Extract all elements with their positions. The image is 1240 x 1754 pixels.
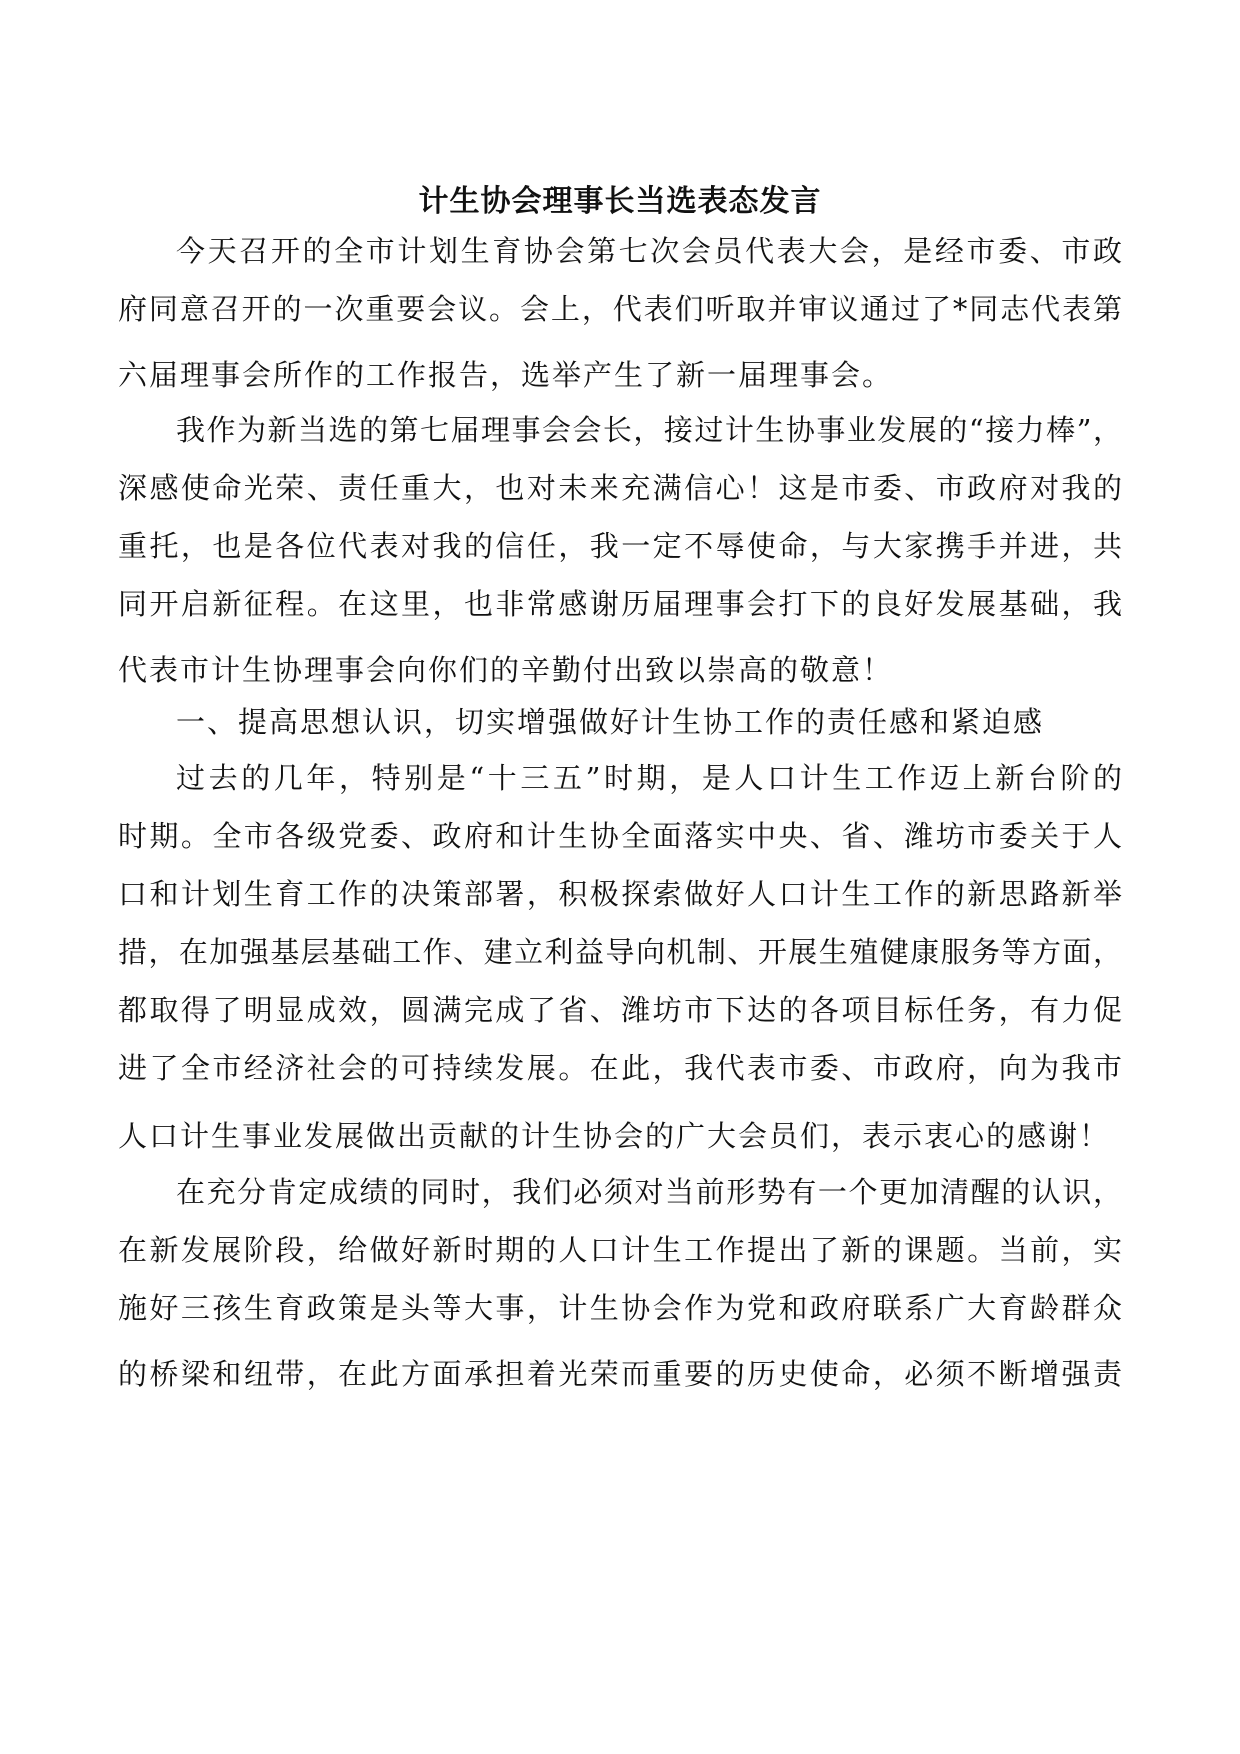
paragraph-line: 今天召开的全市计划生育协会第七次会员代表大会，是经市委、市政 — [176, 234, 1122, 268]
paragraph-line: 六届理事会所作的工作报告，选举产生了新一届理事会。 — [118, 358, 894, 392]
paragraph-line: 人口计生事业发展做出贡献的计生协会的广大会员们，表示衷心的感谢！ — [118, 1119, 1111, 1153]
paragraph-line: 深感使命光荣、责任重大，也对未来充满信心！这是市委、市政府对我的 — [118, 471, 1122, 505]
paragraph-line: 都取得了明显成效，圆满完成了省、潍坊市下达的各项目标任务，有力促 — [118, 993, 1122, 1027]
paragraph-line: 在充分肯定成绩的同时，我们必须对当前形势有一个更加清醒的认识， — [176, 1175, 1122, 1209]
document-title: 计生协会理事长当选表态发言 — [418, 184, 822, 219]
paragraph-line: 我作为新当选的第七届理事会会长，接过计生协事业发展的“接力棒”， — [176, 413, 1122, 447]
paragraph-line: 措，在加强基层基础工作、建立利益导向机制、开展生殖健康服务等方面， — [118, 935, 1122, 969]
paragraph-line: 进了全市经济社会的可持续发展。在此，我代表市委、市政府，向为我市 — [118, 1051, 1122, 1085]
paragraph-line: 过去的几年，特别是“十三五”时期，是人口计生工作迈上新台阶的 — [176, 761, 1122, 795]
section-heading: 一、提高思想认识，切实增强做好计生协工作的责任感和紧迫感 — [176, 705, 1045, 739]
paragraph-line: 重托，也是各位代表对我的信任，我一定不辱使命，与大家携手并进，共 — [118, 529, 1122, 563]
paragraph-line: 口和计划生育工作的决策部署，积极探索做好人口计生工作的新思路新举 — [118, 877, 1122, 911]
paragraph-line: 时期。全市各级党委、政府和计生协全面落实中央、省、潍坊市委关于人 — [118, 819, 1122, 853]
paragraph-line: 同开启新征程。在这里，也非常感谢历届理事会打下的良好发展基础，我 — [118, 587, 1122, 621]
paragraph-line: 府同意召开的一次重要会议。会上，代表们听取并审议通过了*同志代表第 — [118, 292, 1122, 326]
paragraph-line: 代表市计生协理事会向你们的辛勤付出致以崇高的敬意！ — [118, 653, 894, 687]
paragraph-line: 施好三孩生育政策是头等大事，计生协会作为党和政府联系广大育龄群众 — [118, 1291, 1122, 1325]
paragraph-line: 在新发展阶段，给做好新时期的人口计生工作提出了新的课题。当前，实 — [118, 1233, 1122, 1267]
paragraph-line: 的桥梁和纽带，在此方面承担着光荣而重要的历史使命，必须不断增强责 — [118, 1357, 1122, 1391]
